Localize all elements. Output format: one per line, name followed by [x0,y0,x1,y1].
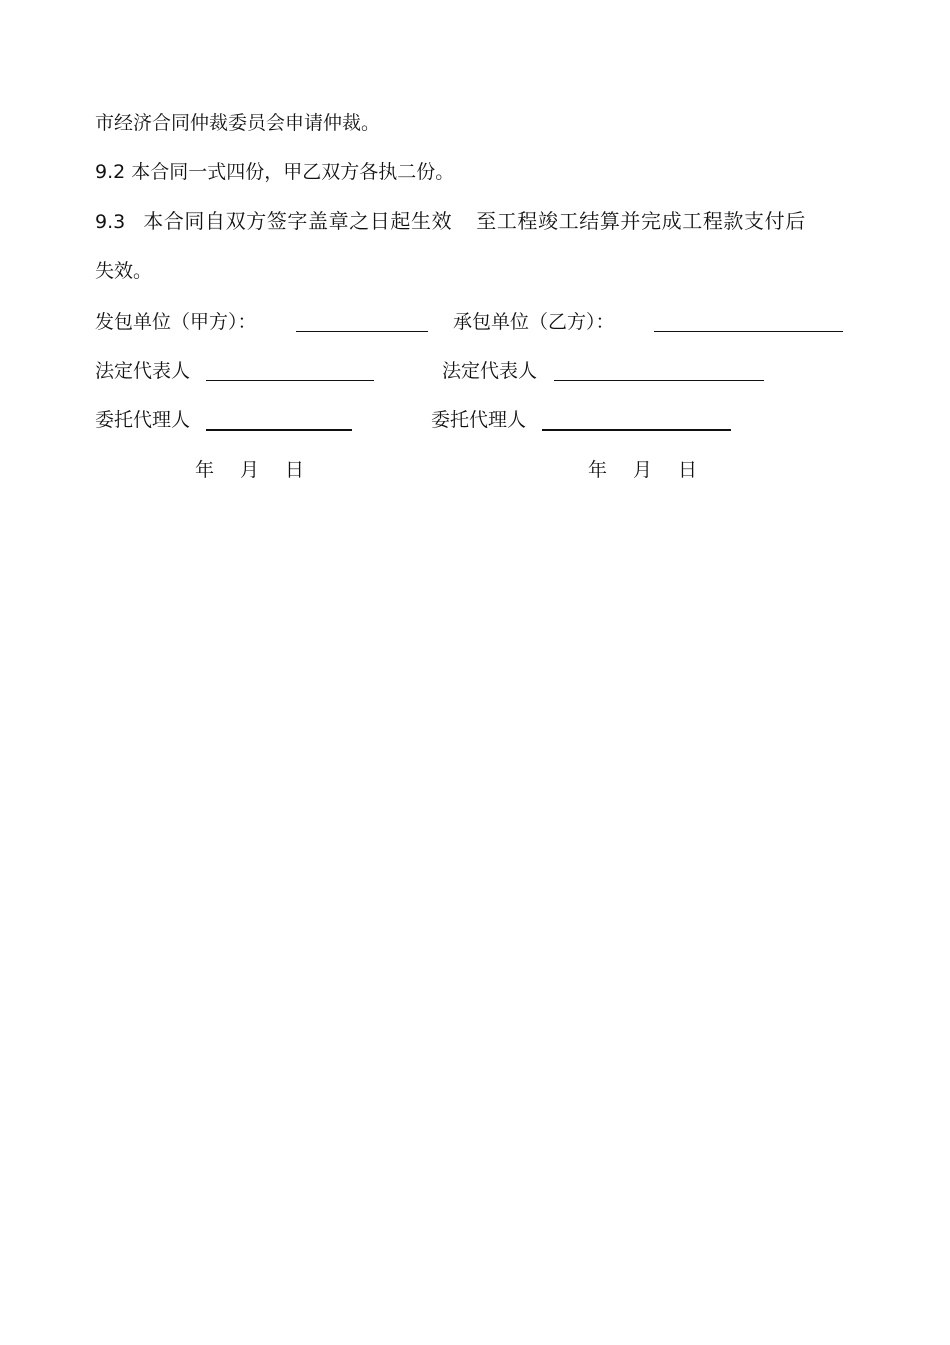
clause-9-3-number: 9.3 [95,211,126,233]
party-a-day-label: 日 [285,459,305,481]
party-b-label: 承包单位（乙方）： [453,311,615,333]
clause-9-3-part2: 至工程竣工结算并完成工程款支付后 [476,209,806,233]
clause-9-3-part1: 本合同自双方签字盖章之日起生效 [143,209,453,233]
legal-rep-b-signature-line[interactable] [554,380,764,381]
party-a-date [195,458,304,482]
legal-rep-b-label: 法定代表人 [442,360,538,382]
clause-9-2-text: 9.2 本合同一式四份，甲乙双方各执二份。 [95,161,455,183]
agent-b-label: 委托代理人 [431,409,527,431]
party-a-month-label: 月 [240,459,260,481]
party-b-signature-line[interactable] [654,331,843,332]
party-b-date [588,458,697,482]
signature-row-legal-rep [0,359,950,385]
agent-b-signature-line[interactable] [542,429,731,431]
party-a-signature-line[interactable] [296,331,428,332]
agent-a-signature-line[interactable] [206,429,352,431]
clause-9-3-text [95,209,806,234]
signature-row-date [0,458,950,484]
legal-rep-a-signature-line[interactable] [206,380,374,381]
signature-row-parties [0,310,950,336]
signature-row-agent [0,408,950,434]
clause-continuation-text: 市经济合同仲裁委员会申请仲裁。 [95,112,381,134]
legal-rep-a-label: 法定代表人 [95,360,191,382]
party-b-month-label: 月 [633,459,653,481]
party-a-label: 发包单位（甲方）： [95,311,257,333]
party-b-day-label: 日 [678,459,698,481]
party-b-year-label: 年 [588,459,608,481]
party-a-year-label: 年 [195,459,215,481]
agent-a-label: 委托代理人 [95,409,191,431]
clause-9-3-continuation: 失效。 [95,260,153,282]
